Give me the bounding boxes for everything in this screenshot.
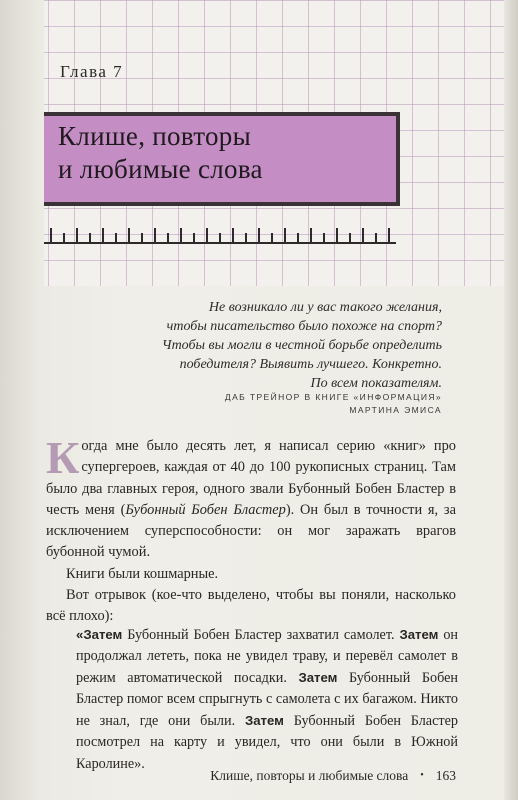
ruler-tick [180, 228, 182, 242]
footer-separator: • [420, 770, 424, 781]
ruler-tick [141, 233, 143, 242]
paragraph-1-italic: Бубонный Бобен Бластер [125, 501, 286, 518]
excerpt-text: Бубонный Бобен Бластер захватил самолет. [122, 627, 400, 643]
paragraph-1 [46, 432, 456, 564]
chapter-label: Глава 7 [60, 62, 124, 81]
ruler-tick [323, 233, 325, 242]
excerpt-text: Бубонный Бобен Бластер помог всем спрыгнуть с самолета с их багажом. Никто не знал, где они были. [76, 670, 458, 730]
paragraph-3: Вот отрывок (кое-что выделено, чтобы вы поняли, насколько всё плохо): [46, 587, 456, 625]
ruler-tick [271, 233, 273, 242]
page-gutter-shadow [504, 0, 518, 800]
excerpt-bold-word: Затем [83, 627, 123, 642]
ruler-tick [349, 233, 351, 242]
excerpt-bold-word: Затем [298, 670, 338, 686]
excerpt-open-quote: « [76, 627, 84, 642]
excerpt-bold-word: Затем [399, 627, 439, 642]
drop-cap: К [46, 432, 80, 483]
ruler-tick [232, 228, 234, 242]
ruler-tick [128, 228, 130, 242]
excerpt-text: Бубонный Бобен Бластер посмотрел на карту и увидел, что они были в Южной Каролине». [76, 713, 458, 772]
ruler-tick [245, 233, 247, 242]
epigraph-line: чтобы писательство было похоже на спорт? [166, 319, 442, 334]
chapter-title-line-1: Клише, повторы [58, 121, 252, 151]
ruler-tick [336, 228, 338, 242]
epigraph-line: победителя? Выявить лучшего. Конкретно. [179, 357, 442, 372]
ruler-tick [154, 228, 156, 242]
ruler-tick [284, 228, 286, 242]
attribution-line: ДАБ ТРЕЙНОР В КНИГЕ «ИНФОРМАЦИЯ» [224, 392, 442, 402]
paragraph-2: Книги были кошмарные. [66, 565, 219, 582]
ruler-tick [375, 233, 377, 242]
running-title: Клише, повторы и любимые слова [210, 768, 409, 783]
ruler-decoration [44, 228, 396, 244]
ruler-tick [310, 228, 312, 242]
epigraph-line: По всем показателям. [310, 376, 442, 391]
body-text [46, 432, 456, 628]
ruler-tick [102, 228, 104, 242]
epigraph-attribution [102, 391, 442, 417]
ruler-tick [63, 233, 65, 242]
ruler-tick [258, 228, 260, 242]
ruler-tick [167, 233, 169, 242]
ruler-tick [206, 228, 208, 242]
page-number: 163 [435, 768, 456, 783]
ruler-tick [89, 233, 91, 242]
ruler-tick [388, 228, 390, 242]
ruler-tick [219, 233, 221, 242]
ruler-tick [362, 228, 364, 242]
chapter-title-line-2: и любимые слова [58, 154, 263, 184]
page-footer [210, 768, 456, 784]
attribution-line: МАРТИНА ЭМИСА [349, 405, 442, 415]
ruler-tick [193, 233, 195, 242]
ruler-tick [76, 228, 78, 242]
chapter-title [58, 120, 388, 186]
excerpt-text: он продолжал лететь, пока не увидел траву, и перевёл самолет в режим автоматической посадки. [76, 627, 459, 687]
excerpt-quote [76, 624, 458, 775]
ruler-tick [297, 233, 299, 242]
paragraph-1-text-b: ). Он был в точности я, за исключением суперспособности: он мог заражать врагов бубонной чумой. [46, 501, 456, 561]
ruler-tick [115, 233, 117, 242]
epigraph-line: Не возникало ли у вас такого желания, [208, 300, 442, 315]
ruler-tick [50, 228, 52, 242]
epigraph [102, 298, 442, 393]
epigraph-line: Чтобы вы могли в честной борьбе определить [161, 338, 442, 353]
excerpt-bold-word: Затем [244, 713, 284, 729]
paragraph-1-text-a: огда мне было десять лет, я написал серию «книг» про супергероев, каждая от 40 до 100 рукописных страниц. Там было два главных героя, одного звали Бубонный Бобен Бластер в честь меня ( [46, 438, 456, 518]
